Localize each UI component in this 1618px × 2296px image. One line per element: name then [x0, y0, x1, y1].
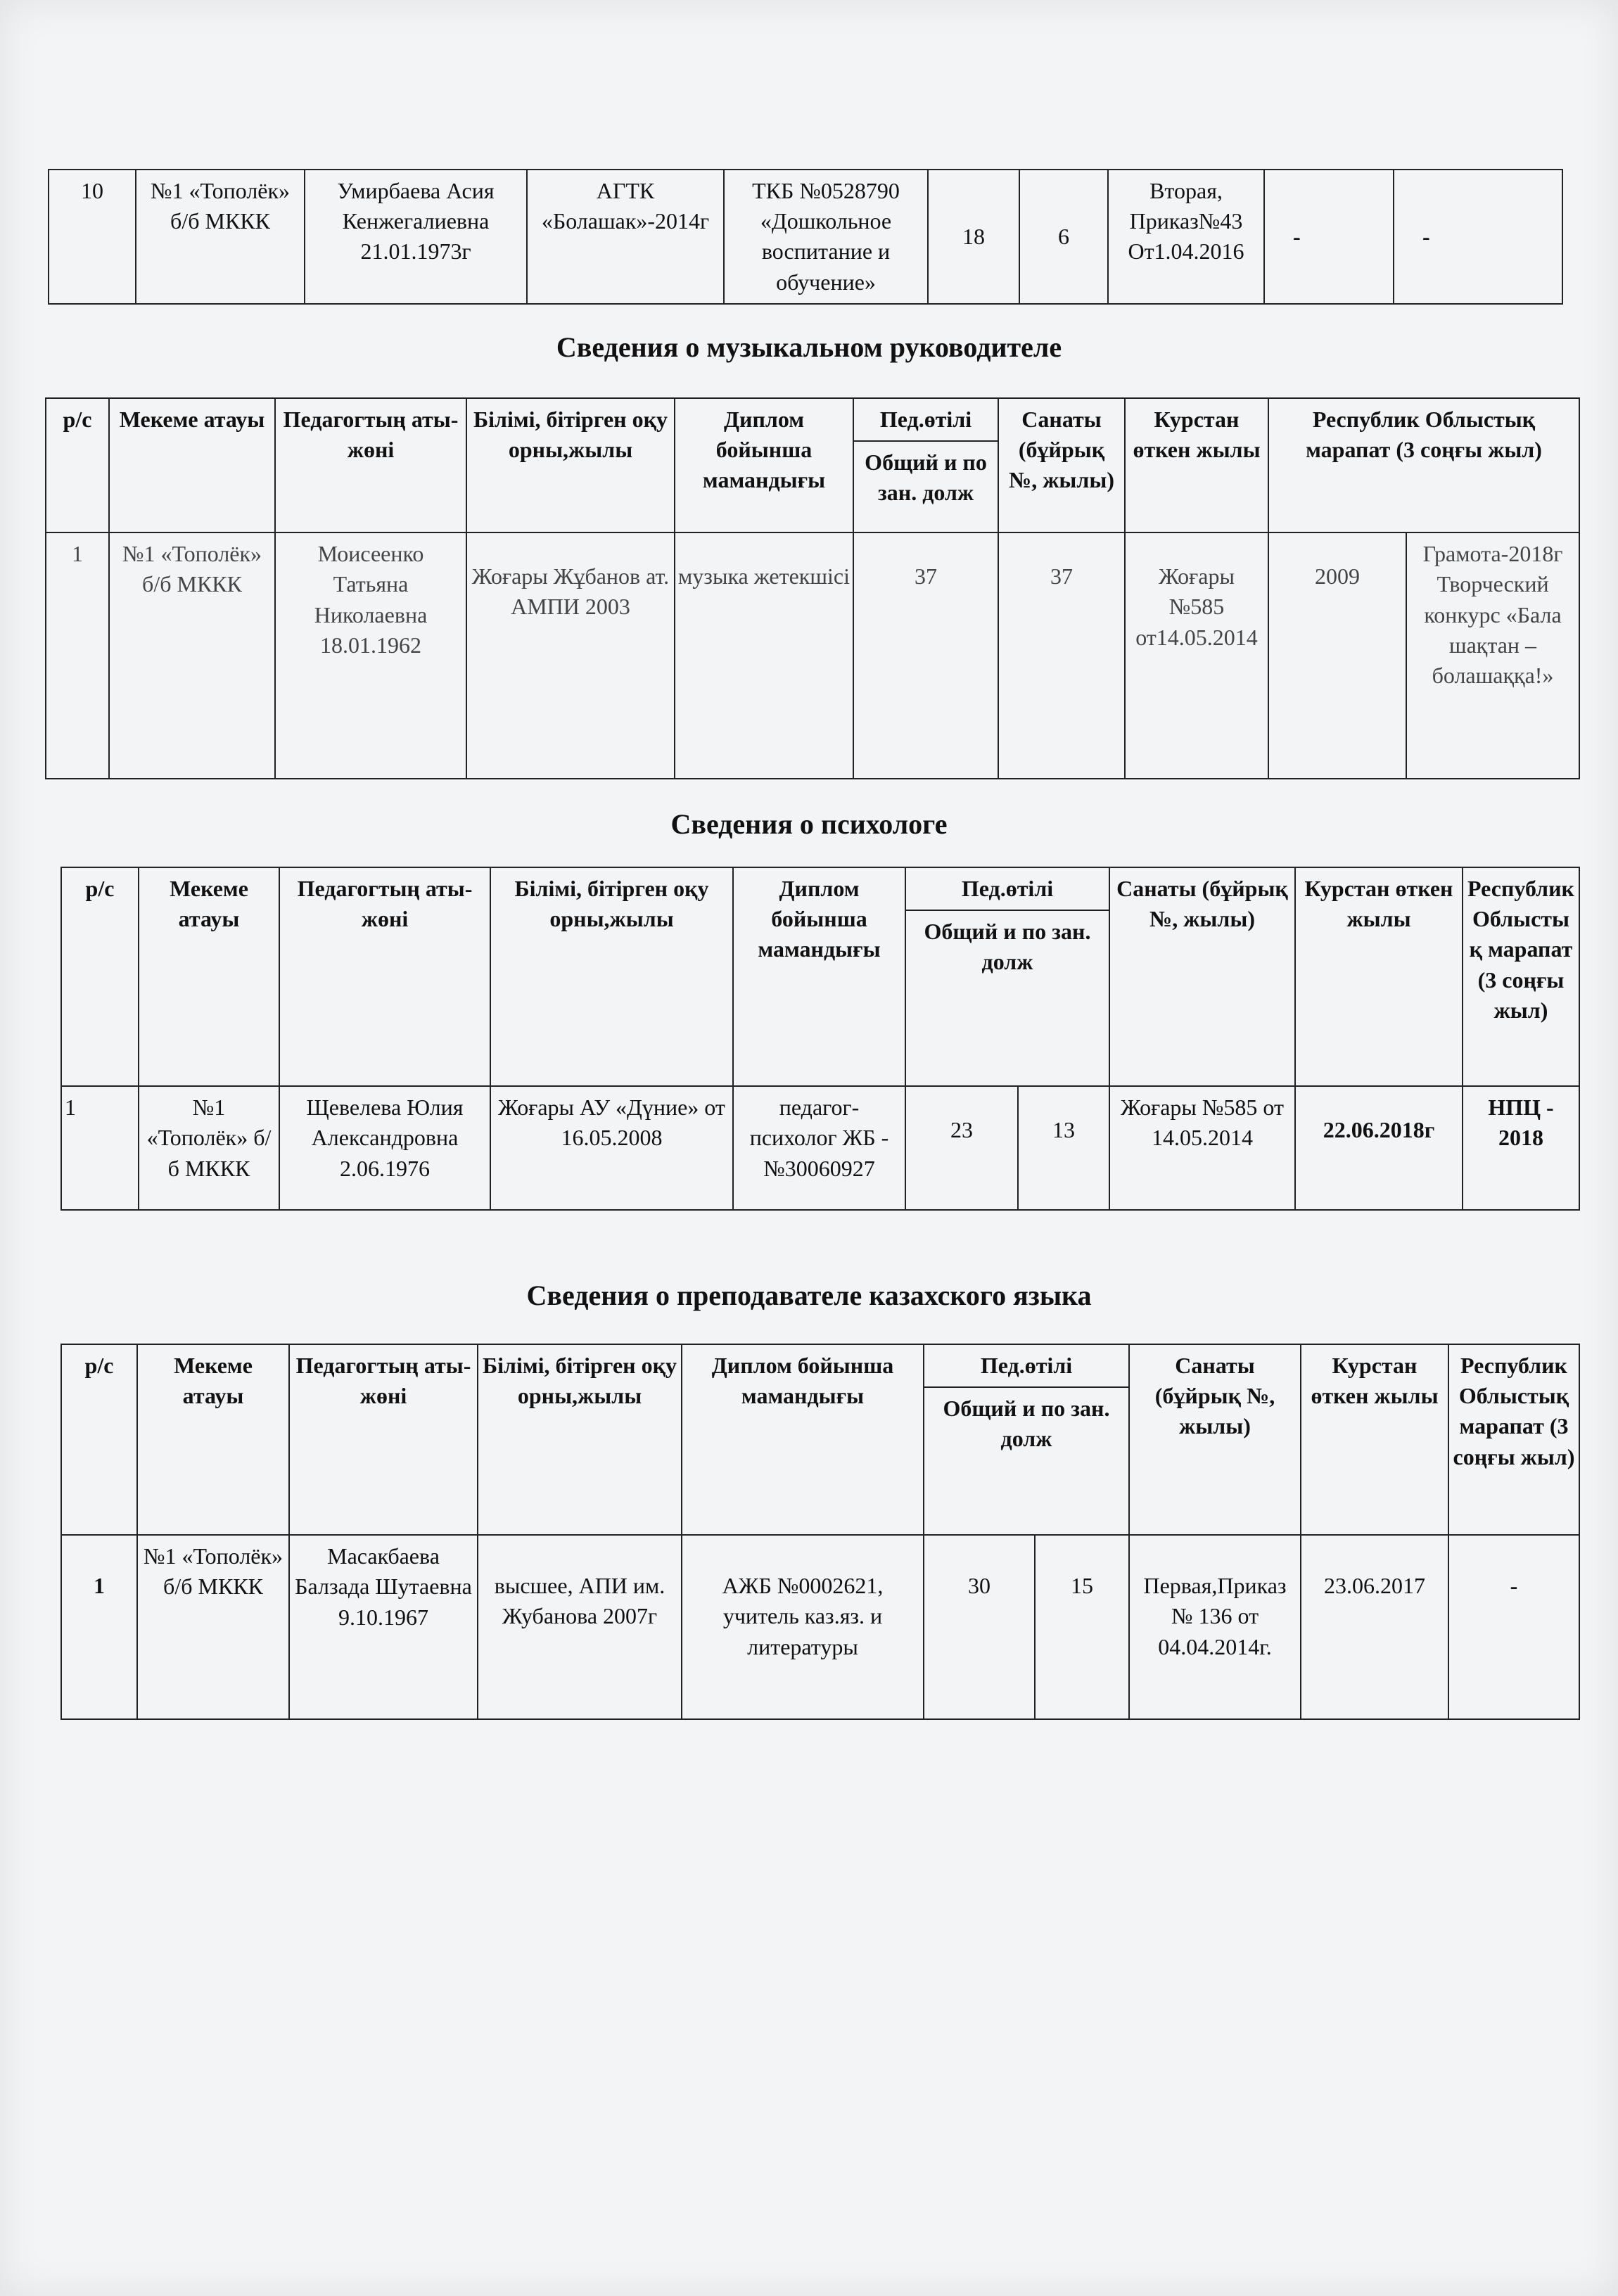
header-diploma: Диплом бойынша мамандығы [733, 867, 905, 1086]
org-name: №1 «Тополёк» б/б МККК [109, 532, 275, 779]
education: высшее, АПИ им. Жубанова 2007г [478, 1535, 682, 1719]
header-experience-sub: Общий и по зан. долж [853, 441, 998, 532]
header-name: Педагогтың аты- жөні [289, 1344, 478, 1535]
experience-total: 18 [928, 170, 1019, 304]
header-num: р/с [61, 1344, 137, 1535]
music-director-table [45, 397, 1580, 779]
header-num: р/с [46, 398, 109, 532]
staff-table-continuation [48, 169, 1563, 305]
courses: - [1264, 170, 1394, 304]
experience-total: 23 [905, 1086, 1018, 1210]
table-row [46, 532, 1579, 779]
header-experience-sub: Общий и по зан. долж [905, 910, 1109, 1086]
row-number: 1 [61, 1086, 139, 1210]
header-experience: Пед.өтілі [905, 867, 1109, 910]
courses: 22.06.2018г [1295, 1086, 1463, 1210]
header-edu: Білімі, бітірген оқу орны,жылы [466, 398, 675, 532]
category: Вторая, Приказ№43 От1.04.2016 [1108, 170, 1264, 304]
row-number: 10 [49, 170, 136, 304]
header-awards: Республик Облыстық марапат (3 соңғы жыл) [1463, 867, 1579, 1086]
org-name: №1 «Тополёк» б/б МККК [136, 170, 305, 304]
header-diploma: Диплом бойынша мамандығы [675, 398, 853, 532]
header-awards: Республик Облыстық марапат (3 соңғы жыл) [1268, 398, 1579, 532]
awards: - [1448, 1535, 1579, 1719]
table-row [61, 1535, 1579, 1719]
kazakh-teacher-table [60, 1344, 1580, 1720]
category: Жоғары №585 от 14.05.2014 [1109, 1086, 1295, 1210]
header-category: Санаты (бұйрық №, жылы) [1129, 1344, 1301, 1535]
header-experience-sub: Общий и по зан. долж [924, 1387, 1129, 1535]
teacher-name: Моисеенко Татьяна Николаевна 18.01.1962 [275, 532, 466, 779]
courses: 2009 [1268, 532, 1406, 779]
header-row [61, 1344, 1579, 1387]
section-title-psychologist: Сведения о психологе [670, 808, 948, 840]
section-title-music: Сведения о музыкальном руководителе [556, 331, 1062, 363]
diploma: педагог-психолог ЖБ - №30060927 [733, 1086, 905, 1210]
header-experience: Пед.өтілі [924, 1344, 1129, 1387]
header-diploma: Диплом бойынша мамандығы [682, 1344, 924, 1535]
teacher-name: Щевелева Юлия Александровна 2.06.1976 [279, 1086, 490, 1210]
row-number: 1 [61, 1535, 137, 1719]
header-edu: Білімі, бітірген оқу орны,жылы [478, 1344, 682, 1535]
header-org: Мекеме атауы [109, 398, 275, 532]
header-experience: Пед.өтілі [853, 398, 998, 441]
experience-total-value: 37 [915, 563, 937, 589]
diploma: музыка жетекшісі [675, 532, 853, 779]
education: Жоғары АУ «Дүние» от 16.05.2008 [490, 1086, 733, 1210]
awards: Грамота-2018г Творческий конкурс «Бала шақтан – болашаққа!» [1406, 532, 1579, 779]
experience-position: 37 [998, 532, 1125, 779]
awards: НПЦ - 2018 [1463, 1086, 1579, 1210]
experience-total [853, 532, 998, 779]
table-row [61, 1086, 1579, 1210]
header-awards: РеспубликОблыстық марапат (3 соңғы жыл) [1448, 1344, 1579, 1535]
header-org: Мекеме атауы [137, 1344, 289, 1535]
header-category: Санаты (бұйрық №, жылы) [998, 398, 1125, 532]
header-num: р/с [61, 867, 139, 1086]
header-row [46, 398, 1579, 441]
header-row [61, 867, 1579, 910]
row-number: 1 [46, 532, 109, 779]
experience-position: 6 [1019, 170, 1108, 304]
diploma: ТКБ №0528790 «Дошкольное воспитание и обучение» [724, 170, 928, 304]
table-row [49, 170, 1562, 304]
category: Первая,Приказ № 136 от 04.04.2014г. [1129, 1535, 1301, 1719]
education: Жоғары Жұбанов ат. АМПИ 2003 [466, 532, 675, 779]
header-edu: Білімі, бітірген оқу орны,жылы [490, 867, 733, 1086]
org-name: №1 «Тополёк» б/б МККК [137, 1535, 289, 1719]
courses: 23.06.2017 [1301, 1535, 1448, 1719]
experience-position: 15 [1035, 1535, 1129, 1719]
header-org: Мекеме атауы [139, 867, 279, 1086]
experience-position: 13 [1018, 1086, 1109, 1210]
teacher-name: Масакбаева Балзада Шутаевна 9.10.1967 [289, 1535, 478, 1719]
header-courses: Курстан өткен жылы [1125, 398, 1268, 532]
teacher-name: Умирбаева Асия Кенжегалиевна 21.01.1973г [305, 170, 527, 304]
experience-total: 30 [924, 1535, 1035, 1719]
psychologist-table [60, 867, 1580, 1211]
org-name: №1 «Тополёк» б/б МККК [139, 1086, 279, 1210]
awards: - [1394, 170, 1562, 304]
section-title-kazakh-teacher: Сведения о преподавателе казахского языка [526, 1280, 1092, 1311]
category: Жоғары №585 от14.05.2014 [1125, 532, 1268, 779]
header-name: Педагогтың аты- жөні [275, 398, 466, 532]
header-name: Педагогтың аты- жөні [279, 867, 490, 1086]
education: АГТК «Болашак»-2014г [527, 170, 724, 304]
header-courses: Курстан өткен жылы [1301, 1344, 1448, 1535]
diploma: АЖБ №0002621, учитель каз.яз. и литературы [682, 1535, 924, 1719]
header-category: Санаты (бұйрық №, жылы) [1109, 867, 1295, 1086]
header-courses: Курстан өткен жылы [1295, 867, 1463, 1086]
